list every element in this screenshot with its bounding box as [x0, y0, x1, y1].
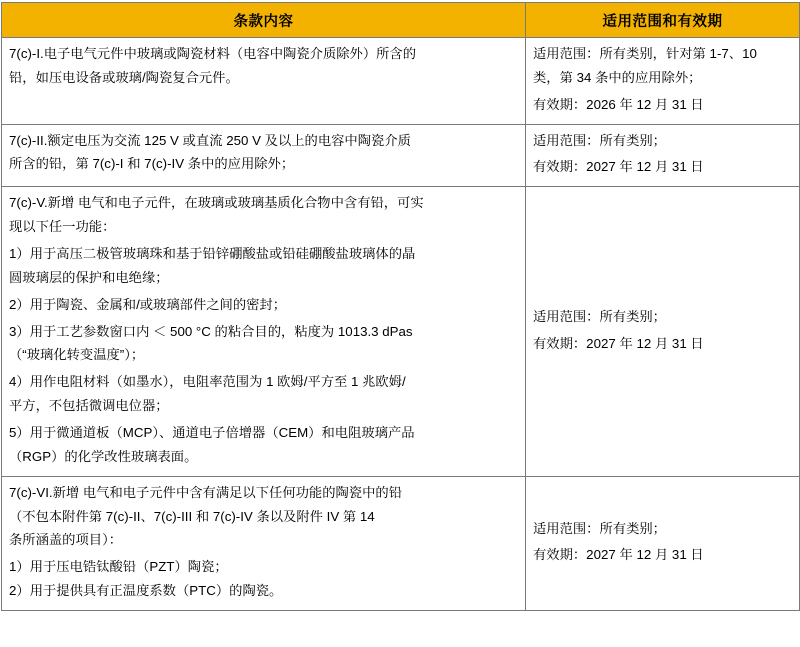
clause-line: 2）用于陶瓷、金属和/或玻璃部件之间的密封；: [9, 296, 287, 312]
validity-line: 有效期：2027 年 12 月 31 日: [533, 159, 704, 175]
scope-line: 适用范围：所有类别；: [533, 132, 666, 148]
scope-validity-cell: [526, 476, 800, 610]
clause-line: 5）用于微通道板（MCP）、通道电子倍增器（CEM）和电阻玻璃产品: [9, 425, 415, 441]
table-row: [2, 124, 800, 187]
clause-line: 所含的铅，第 7(c)-I 和 7(c)-IV 条中的应用除外；: [9, 156, 295, 172]
clause-content-cell: [2, 187, 526, 476]
scope-validity-cell: [526, 38, 800, 125]
clause-line: 圆玻璃层的保护和电绝缘；: [9, 269, 169, 285]
table-header-row: [2, 3, 800, 38]
validity-line: 有效期：2026 年 12 月 31 日: [533, 96, 704, 112]
column-header-scope-validity: 适用范围和有效期: [526, 3, 800, 38]
table-row: [2, 187, 800, 476]
clause-line: 7(c)-I.电子电气元件中玻璃或陶瓷材料（电容中陶瓷介质除外）所含的: [9, 46, 417, 61]
clause-line: 铅，如压电设备或玻璃/陶瓷复合元件。: [9, 69, 239, 85]
clause-line: 平方，不包括微调电位器；: [9, 398, 169, 414]
clause-line: （不包本附件第 7(c)-II、7(c)-III 和 7(c)-IV 条以及附件 IV 第 14: [9, 508, 375, 524]
scope-line: 适用范围：所有类别，针对第 1-7、10: [533, 46, 757, 61]
clause-content-cell: [2, 124, 526, 187]
validity-line: 有效期：2027 年 12 月 31 日: [533, 335, 704, 351]
clause-line: 1）用于压电锆钛酸铅（PZT）陶瓷；: [9, 559, 228, 575]
exemptions-table: [1, 2, 800, 611]
clause-line: 7(c)-V.新增 电气和电子元件，在玻璃或玻璃基质化合物中含有铅，可实: [9, 195, 424, 211]
clause-line: 现以下任一功能：: [9, 219, 116, 235]
scope-line: 适用范围：所有类别；: [533, 520, 666, 536]
clause-line: （RGP）的化学改性玻璃表面。: [9, 448, 198, 464]
table-row: [2, 38, 800, 125]
column-header-clause-content: 条款内容: [2, 3, 526, 38]
clause-line: 2）用于提供具有正温度系数（PTC）的陶瓷。: [9, 583, 283, 599]
clause-line: 7(c)-II.额定电压为交流 125 V 或直流 250 V 及以上的电容中陶瓷介质: [9, 132, 411, 148]
clause-line: 4）用作电阻材料（如墨水），电阻率范围为 1 欧姆/平方至 1 兆欧姆/: [9, 374, 406, 390]
clause-line: 7(c)-VI.新增 电气和电子元件中含有满足以下任何功能的陶瓷中的铅: [9, 484, 402, 500]
scope-line: 适用范围：所有类别；: [533, 308, 666, 324]
validity-line: 有效期：2027 年 12 月 31 日: [533, 547, 704, 563]
scope-line: 类，第 34 条中的应用除外；: [533, 69, 702, 85]
clause-line: 3）用于工艺参数窗口内 ＜ 500 °C 的粘合目的，粘度为 1013.3 dPas: [9, 323, 413, 339]
clause-content-cell: [2, 38, 526, 125]
scope-validity-cell: [526, 187, 800, 476]
clause-line: （“玻璃化转变温度”）；: [9, 347, 145, 363]
clause-content-cell: [2, 476, 526, 610]
clause-line: 条所涵盖的项目）：: [9, 532, 123, 548]
scope-validity-cell: [526, 124, 800, 187]
table-row: [2, 476, 800, 610]
clause-line: 1）用于高压二极管玻璃珠和基于铅锌硼酸盐或铅硅硼酸盐玻璃体的晶: [9, 246, 416, 262]
